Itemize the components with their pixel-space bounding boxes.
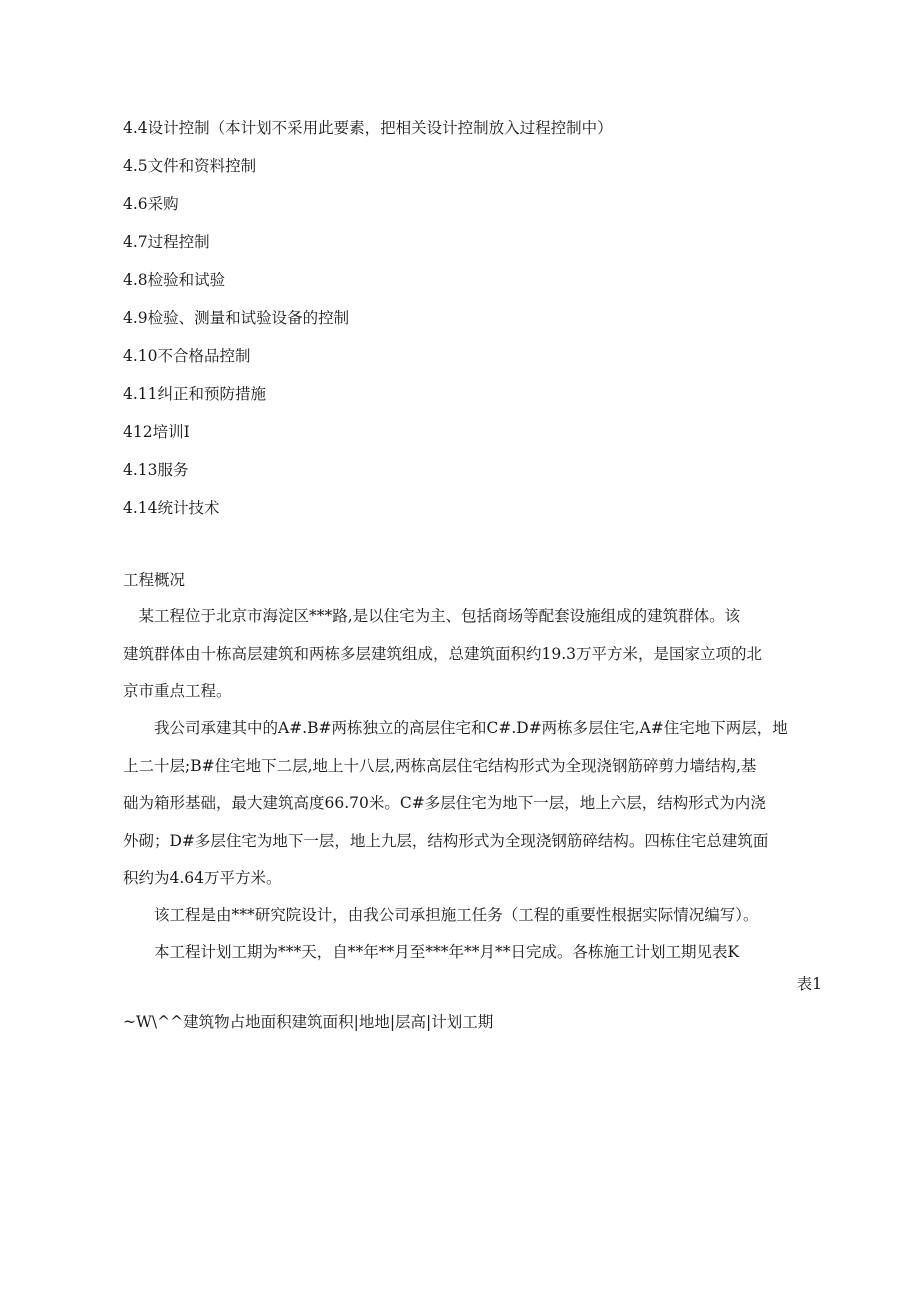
paragraph-line: 某工程位于北京市海淀区***路,是以住宅为主、包括商场等配套设施组成的建筑群体。该 [123, 607, 741, 625]
table-caption: 表1 [796, 975, 822, 993]
toc-item-4-10: 4.10不合格品控制 [123, 347, 251, 365]
paragraph-line: 本工程计划工期为***天，自**年**月至***年**月**日完成。各栋施工计划工期见表K [123, 943, 740, 961]
paragraph-line: 该工程是由***研究院设计，由我公司承担施工任务（工程的重要性根据实际情况编写）。 [123, 906, 759, 924]
toc-item-4-4: 4.4设计控制（本计划不采用此要素，把相关设计控制放入过程控制中） [123, 119, 613, 137]
paragraph-line: 京市重点工程。 [123, 682, 232, 700]
paragraph-line: 我公司承建其中的A#.B#两栋独立的高层住宅和C#.D#两栋多层住宅,A#住宅地下两层，地 [123, 719, 788, 737]
section-title: 工程概况 [123, 571, 186, 589]
paragraph-line: 上二十层;B#住宅地下二层,地上十八层,两栋高层住宅结构形式为全现浇钢筋碎剪力墙结构,基 [123, 756, 757, 775]
paragraph-4 [123, 934, 803, 972]
toc-item-4-14: 4.14统计技术 [123, 499, 220, 517]
paragraph-line: 外砌；D#多层住宅为地下一层，地上九层，结构形式为全现浇钢筋碎结构。四栋住宅总建筑面 [123, 831, 769, 850]
toc-item-4-9: 4.9检验、测量和试验设备的控制 [123, 309, 350, 327]
paragraph-1 [123, 598, 803, 711]
paragraph-line: 础为箱形基础，最大建筑高度66.70米。C#多层住宅为地下一层，地上六层，结构形式为内浇 [123, 794, 766, 812]
toc-item-4-12: 412培训I [123, 423, 190, 441]
toc-item-4-13: 4.13服务 [123, 461, 189, 479]
paragraph-line: 积约为4.64万平方米。 [123, 869, 282, 887]
paragraph-line: 建筑群体由十栋高层建筑和两栋多层建筑组成，总建筑面积约19.3万平方米，是国家立项的北 [123, 644, 763, 663]
toc-item-4-6: 4.6采购 [123, 195, 179, 213]
paragraph-3 [123, 897, 803, 935]
toc-item-4-7: 4.7过程控制 [123, 233, 210, 251]
toc-item-4-8: 4.8检验和试验 [123, 271, 226, 289]
table-header-row: ~W\^^建筑物占地面积建筑面积|地地|层高|计划工期 [123, 1013, 494, 1031]
paragraph-2 [123, 710, 803, 898]
toc-item-4-5: 4.5文件和资料控制 [123, 157, 257, 175]
toc-item-4-11: 4.11纠正和预防措施 [123, 385, 267, 403]
